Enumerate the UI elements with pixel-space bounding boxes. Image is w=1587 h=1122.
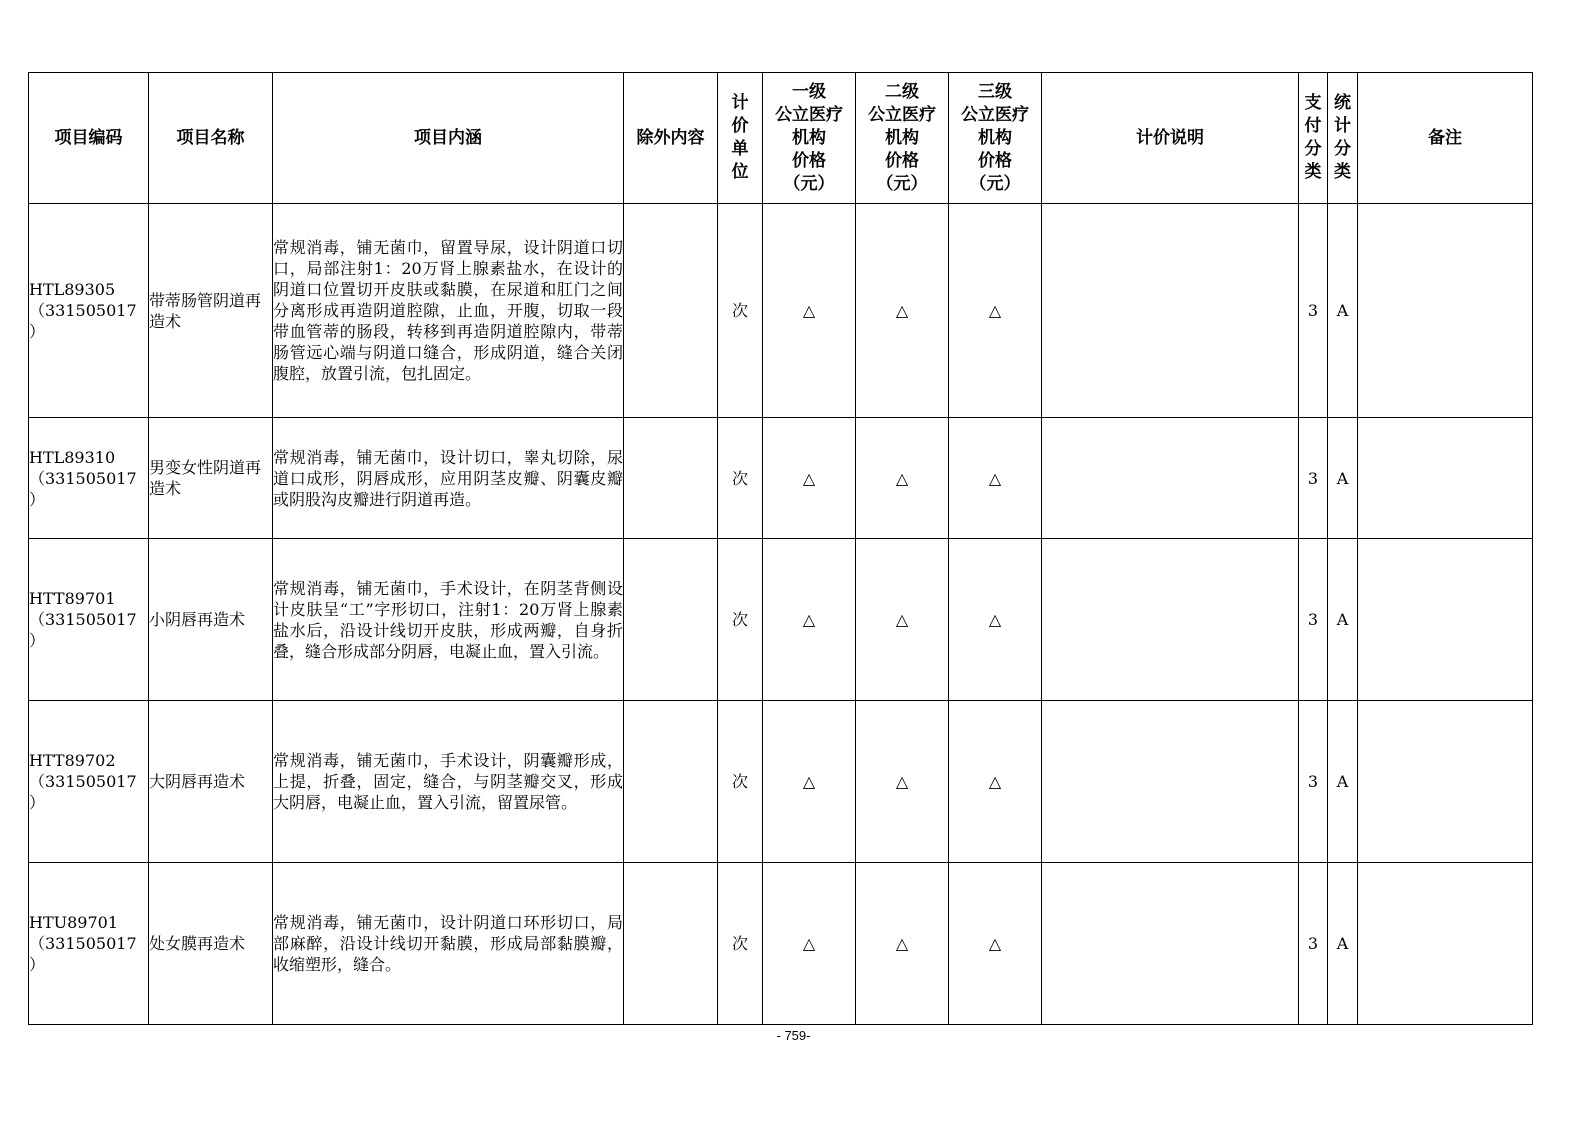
cell-price-level3: △ (949, 863, 1042, 1025)
header-row (29, 73, 1533, 204)
cell-content: 常规消毒，铺无菌巾，留置导尿，设计阴道口切口，局部注射1：20万肾上腺素盐水，在设计的阴道口位置切开皮肤或黏膜，在尿道和肛门之间分离形成再造阴道腔隙，止血，开腹，切取一段带血管蒂的肠段，转移到再造阴道腔隙内，带蒂肠管远心端与阴道口缝合，形成阴道，缝合关闭腹腔，放置引流，包扎固定。 (273, 204, 624, 418)
cell-price-level1: △ (763, 863, 856, 1025)
cell-remarks (1358, 539, 1533, 701)
cell-name: 男变女性阴道再造术 (149, 418, 273, 539)
cell-unit: 次 (718, 418, 763, 539)
cell-price-level3: △ (949, 701, 1042, 863)
cell-code: HTL89310 （331505017 ） (29, 418, 149, 539)
cell-name: 处女膜再造术 (149, 863, 273, 1025)
cell-stat-class: A (1328, 863, 1358, 1025)
cell-name: 带蒂肠管阴道再造术 (149, 204, 273, 418)
cell-code: HTL89305 （331505017 ） (29, 204, 149, 418)
cell-name: 小阴唇再造术 (149, 539, 273, 701)
cell-payment-class: 3 (1299, 701, 1328, 863)
table-row (29, 418, 1533, 539)
cell-stat-class: A (1328, 539, 1358, 701)
cell-price-level2: △ (856, 418, 949, 539)
cell-unit: 次 (718, 863, 763, 1025)
header-price-level3: 三级 公立医疗 机构 价格 （元） (949, 73, 1042, 204)
table-row (29, 701, 1533, 863)
cell-code: HTU89701 （331505017 ） (29, 863, 149, 1025)
cell-stat-class: A (1328, 418, 1358, 539)
header-remarks: 备注 (1358, 73, 1533, 204)
cell-stat-class: A (1328, 701, 1358, 863)
cell-remarks (1358, 204, 1533, 418)
table-row (29, 204, 1533, 418)
header-content: 项目内涵 (273, 73, 624, 204)
header-unit: 计 价 单 位 (718, 73, 763, 204)
table-row (29, 539, 1533, 701)
cell-content: 常规消毒，铺无菌巾，手术设计，在阴茎背侧设计皮肤呈“工”字形切口，注射1：20万肾上腺素盐水后，沿设计线切开皮肤，形成两瓣，自身折叠，缝合形成部分阴唇，电凝止血，置入引流。 (273, 539, 624, 701)
cell-exclusions (624, 418, 718, 539)
cell-content: 常规消毒，铺无菌巾，手术设计，阴囊瓣形成，上提，折叠，固定，缝合，与阴茎瓣交叉，形成大阴唇，电凝止血，置入引流，留置尿管。 (273, 701, 624, 863)
cell-stat-class: A (1328, 204, 1358, 418)
cell-price-level1: △ (763, 701, 856, 863)
cell-price-level2: △ (856, 701, 949, 863)
cell-payment-class: 3 (1299, 418, 1328, 539)
cell-name: 大阴唇再造术 (149, 701, 273, 863)
cell-remarks (1358, 701, 1533, 863)
cell-remarks (1358, 418, 1533, 539)
cell-exclusions (624, 204, 718, 418)
cell-payment-class: 3 (1299, 539, 1328, 701)
cell-pricing-notes (1042, 863, 1299, 1025)
cell-price-level2: △ (856, 204, 949, 418)
cell-content: 常规消毒，铺无菌巾，设计切口，睾丸切除，尿道口成形，阴唇成形，应用阴茎皮瓣、阴囊皮瓣或阴股沟皮瓣进行阴道再造。 (273, 418, 624, 539)
cell-content: 常规消毒，铺无菌巾，设计阴道口环形切口，局部麻醉，沿设计线切开黏膜，形成局部黏膜瓣，收缩塑形，缝合。 (273, 863, 624, 1025)
cell-price-level1: △ (763, 204, 856, 418)
cell-payment-class: 3 (1299, 204, 1328, 418)
cell-unit: 次 (718, 701, 763, 863)
table-row (29, 863, 1533, 1025)
cell-pricing-notes (1042, 418, 1299, 539)
cell-price-level3: △ (949, 418, 1042, 539)
header-price-level2: 二级 公立医疗 机构 价格 （元） (856, 73, 949, 204)
cell-unit: 次 (718, 204, 763, 418)
header-stat-class: 统 计 分 类 (1328, 73, 1358, 204)
cell-pricing-notes (1042, 204, 1299, 418)
cell-code: HTT89702 （331505017 ） (29, 701, 149, 863)
page-number: - 759- (776, 1028, 811, 1043)
cell-unit: 次 (718, 539, 763, 701)
header-code: 项目编码 (29, 73, 149, 204)
header-payment-class: 支 付 分 类 (1299, 73, 1328, 204)
cell-price-level2: △ (856, 539, 949, 701)
cell-price-level3: △ (949, 204, 1042, 418)
header-price-level1: 一级 公立医疗 机构 价格 （元） (763, 73, 856, 204)
cell-exclusions (624, 863, 718, 1025)
cell-price-level3: △ (949, 539, 1042, 701)
cell-pricing-notes (1042, 701, 1299, 863)
cell-price-level1: △ (763, 418, 856, 539)
cell-exclusions (624, 701, 718, 863)
header-exclusions: 除外内容 (624, 73, 718, 204)
cell-remarks (1358, 863, 1533, 1025)
cell-price-level1: △ (763, 539, 856, 701)
cell-code: HTT89701 （331505017 ） (29, 539, 149, 701)
pricing-table (28, 72, 1533, 1025)
cell-pricing-notes (1042, 539, 1299, 701)
header-pricing-notes: 计价说明 (1042, 73, 1299, 204)
header-name: 项目名称 (149, 73, 273, 204)
cell-exclusions (624, 539, 718, 701)
cell-price-level2: △ (856, 863, 949, 1025)
cell-payment-class: 3 (1299, 863, 1328, 1025)
